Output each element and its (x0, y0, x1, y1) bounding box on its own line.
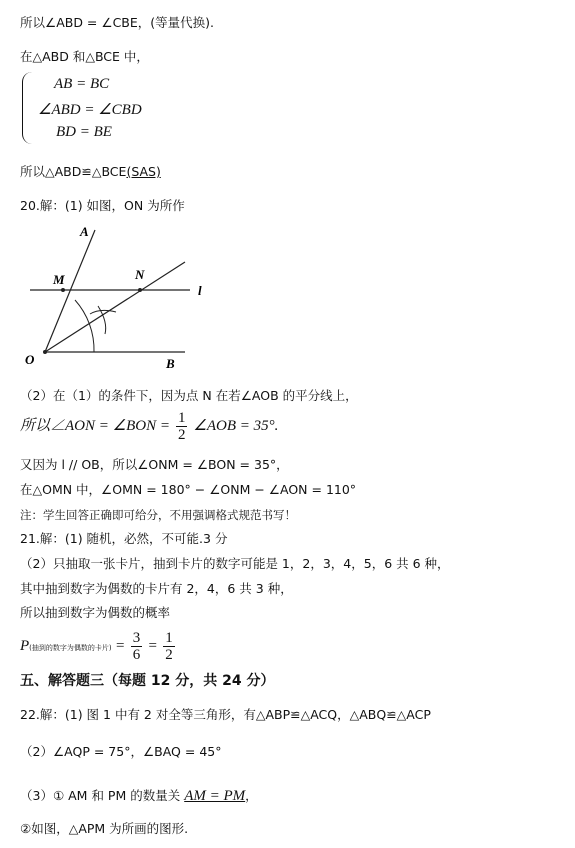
fraction-num: 1 (177, 410, 186, 426)
q20-part2: （2）在（1）的条件下，因为点 N 在若∠AOB 的平分线上， (20, 388, 358, 403)
prob-num-1: 3 (132, 630, 141, 646)
prob-label: P (20, 638, 30, 654)
prob-fraction-2 (163, 630, 175, 663)
label-a: A (80, 224, 89, 239)
q20-triangle-sum: 在△OMN 中，∠OMN = 180° − ∠ONM − ∠AON = 110° (20, 482, 357, 497)
prob-eq-2: = (148, 638, 157, 654)
prob-den-2: 2 (165, 647, 173, 663)
half-angle-right: ∠AOB = 35°. (193, 418, 279, 434)
sas-label: (SAS) (126, 164, 161, 179)
system-eq-3: BD = BE (56, 124, 112, 140)
label-b: B (166, 356, 175, 371)
ray-oa (45, 230, 95, 352)
prob-den-1: 6 (132, 647, 141, 663)
q22-relation-text: （3）① AM 和 PM 的数量关 (20, 788, 181, 803)
q20-half-angle (20, 410, 278, 443)
q22-part2: （2）∠AQP = 75°，∠BAQ = 45° (20, 744, 222, 759)
fraction-half (176, 410, 188, 443)
bisector-on (45, 262, 185, 352)
system-eq-1: AB = BC (54, 76, 110, 92)
q22-relation: AM = PM (184, 788, 246, 804)
q21-part1: 21.解：(1) 随机，必然，不可能.3 分 (20, 531, 228, 546)
q22-part3 (20, 787, 258, 805)
q21-part4: 所以抽到数字为偶数的概率 (20, 605, 171, 620)
prob-num-2: 1 (165, 630, 173, 646)
label-l: l (198, 283, 202, 298)
arc-cross-2 (90, 310, 116, 314)
label-o: O (25, 352, 35, 367)
probability-formula (20, 630, 177, 663)
system-eq-2: ∠ABD = ∠CBD (38, 102, 142, 118)
fraction-den: 2 (177, 427, 186, 443)
grading-note: 注：学生回答正确即可给分，不用强调格式规范书写！ (20, 508, 296, 522)
line-congruent (20, 163, 161, 181)
prob-eq: = (115, 638, 125, 654)
q21-part3: 其中抽到数字为偶数的卡片有 2，4，6 共 3 种， (20, 581, 293, 596)
prob-fraction-1 (131, 630, 143, 663)
q22-part4: ②如图，△APM 为所画的图形. (20, 821, 189, 836)
q20-heading: 20.解：(1) 如图，ON 为所作 (20, 198, 185, 213)
point-o (43, 350, 47, 354)
point-n (138, 288, 142, 292)
label-n: N (135, 267, 145, 282)
half-angle-left: 所以∠AON = ∠BON = (20, 418, 170, 434)
q21-part2: （2）只抽取一张卡片，抽到卡片的数字可能是 1，2，3，4，5，6 共 6 种， (20, 556, 450, 571)
system-brace (22, 72, 33, 144)
line-angle-equal: 所以∠ABD = ∠CBE，(等量代换). (20, 15, 215, 30)
q22-comma: ， (245, 788, 258, 803)
point-m (61, 288, 65, 292)
line-in-triangles: 在△ABD 和△BCE 中， (20, 49, 149, 64)
angle-bisector-figure (20, 222, 220, 372)
q22-part1: 22.解：(1) 图 1 中有 2 对全等三角形，有△ABP≌△ACQ，△ABQ≌△ACP (20, 707, 431, 722)
label-m: M (53, 272, 65, 287)
congruent-text: 所以△ABD≌△BCE (20, 164, 127, 179)
section-heading: 五、解答题三（每题 12 分，共 24 分） (20, 673, 275, 689)
prob-subscript: (抽到的数字为偶数的卡片) (29, 644, 112, 652)
q20-parallel: 又因为 l // OB，所以∠ONM = ∠BON = 35°， (20, 457, 289, 472)
